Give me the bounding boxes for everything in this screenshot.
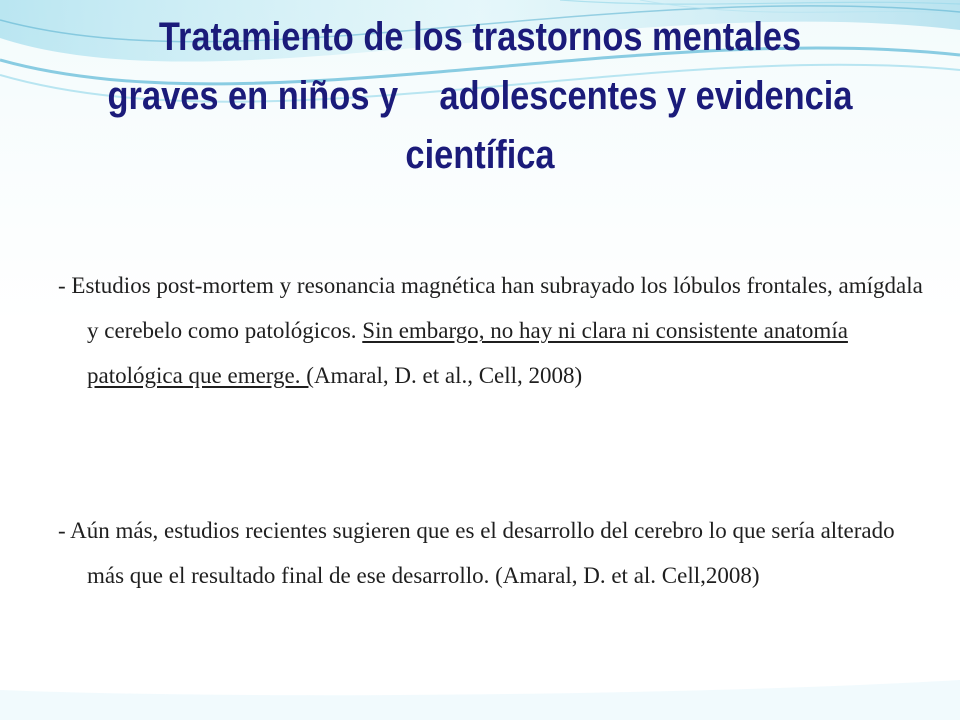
- paragraph-1-text: - Estudios post-mortem y resonancia magnética han subrayado los lóbulos frontales, amígdala y cerebelo como patológicos.: [58, 273, 923, 343]
- title-line-3: científica: [405, 133, 555, 177]
- paragraph-1-underlined-text: Sin embargo, no hay ni clara ni consistente anatomía patológica que emerge. (: [87, 318, 848, 388]
- title-line-2a: graves en niños y: [107, 74, 399, 118]
- bullet-paragraph-2: [58, 508, 937, 598]
- title-line-2b: adolescentes y evidencia: [439, 74, 853, 118]
- bullet-paragraph-1: [58, 263, 937, 398]
- slide-title: [84, 8, 875, 185]
- paragraph-1-citation: Amaral, D. et al., Cell, 2008): [313, 363, 583, 388]
- title-line-1: Tratamiento de los trastornos mentales: [158, 15, 802, 59]
- paragraph-2-text: - Aún más, estudios recientes sugieren que es el desarrollo del cerebro lo que sería alterado más que el resultado final de ese desarrollo. (Amaral, D. et al. Cell,2008): [58, 518, 895, 588]
